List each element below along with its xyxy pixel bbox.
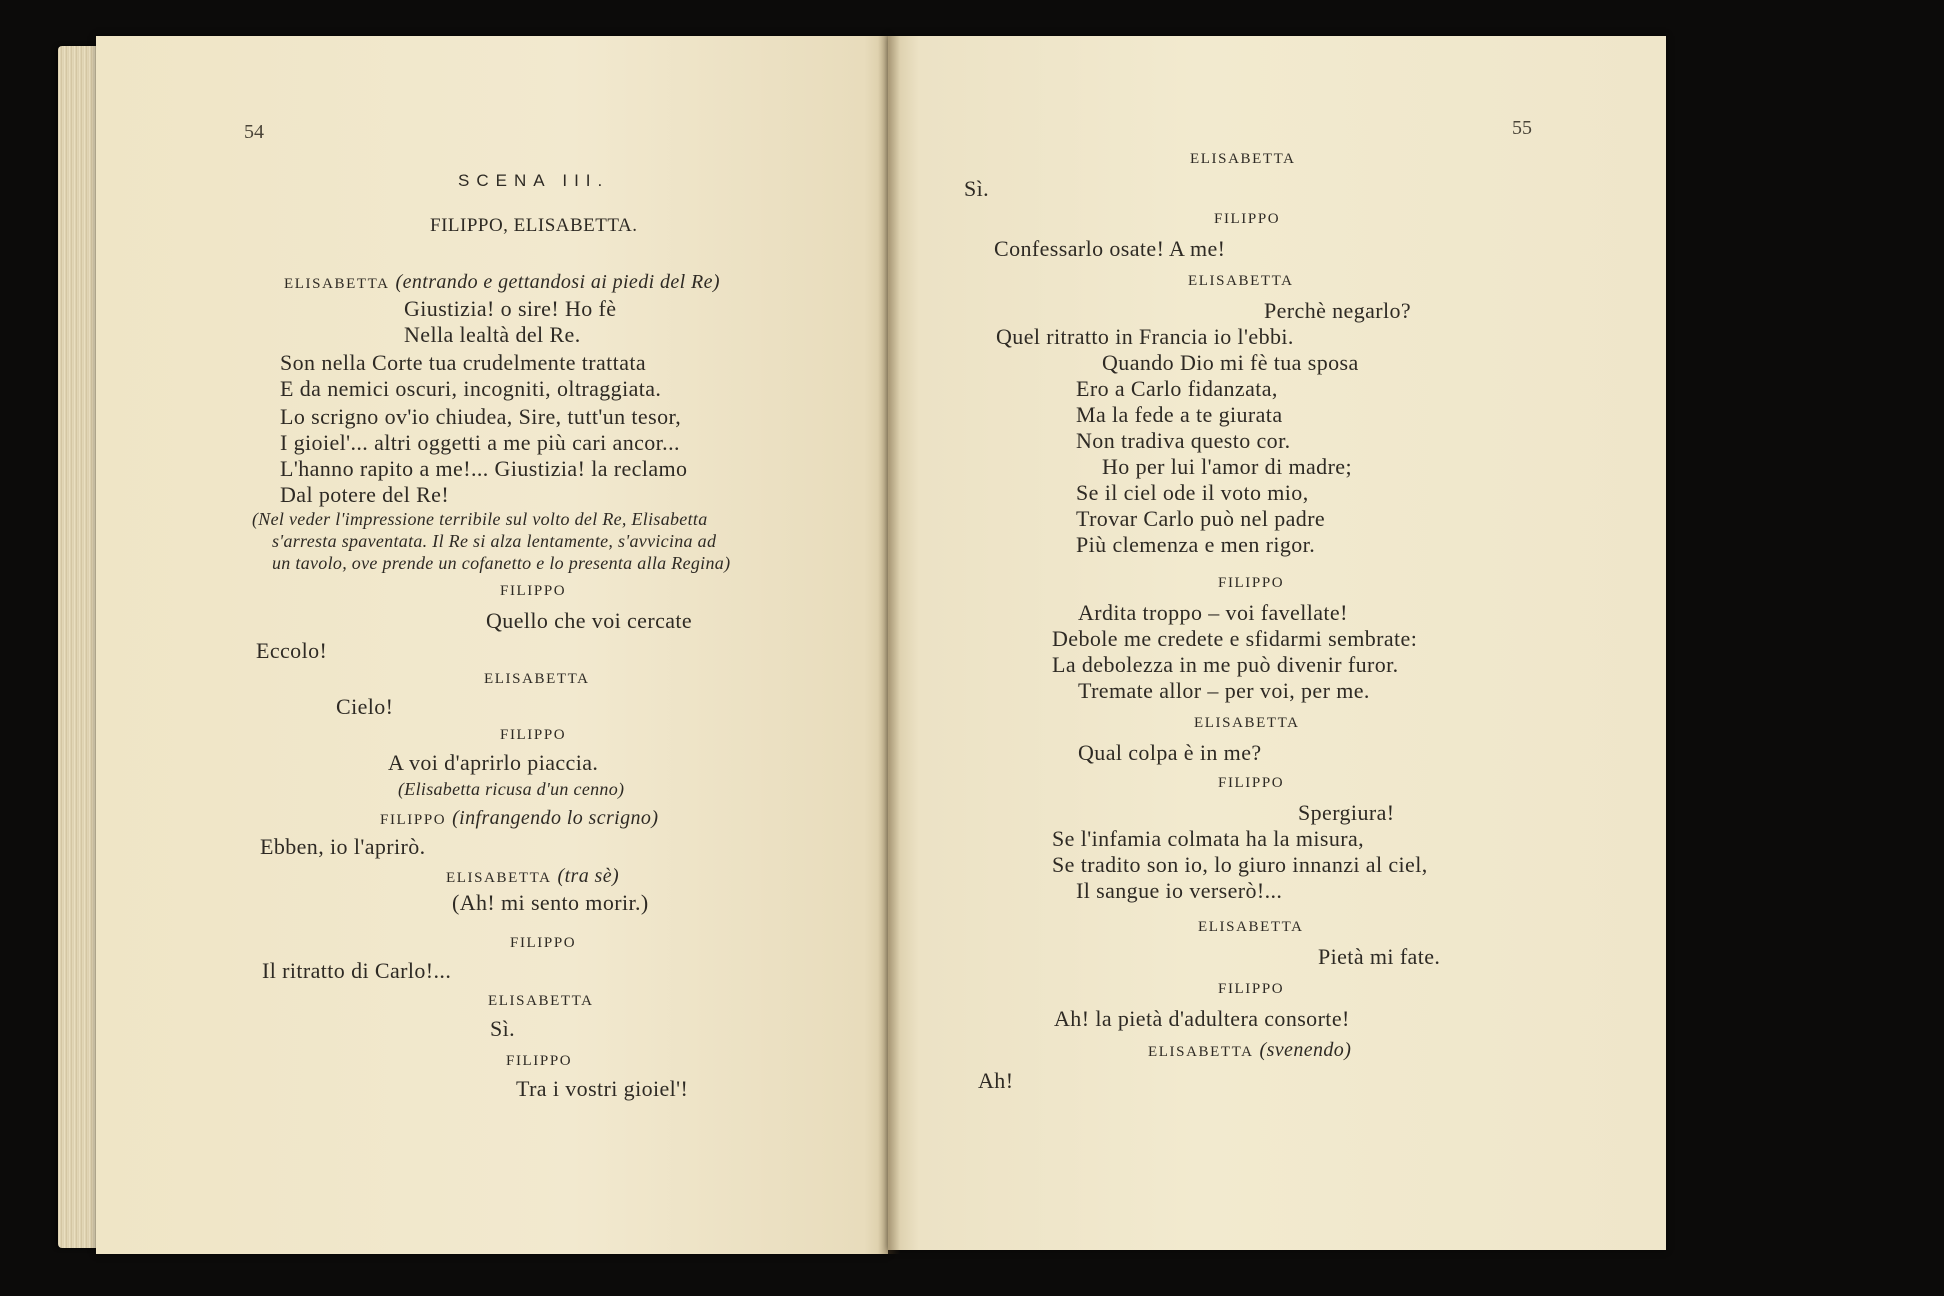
verse-line: Debole me credete e sfidarmi sembrate: (1052, 626, 1418, 651)
stage-direction: (tra sè) (557, 865, 620, 887)
right-page (888, 36, 1666, 1250)
verse-line: Non tradiva questo cor. (1076, 428, 1291, 453)
verse-line: Quello che voi cercate (486, 608, 693, 633)
speaker-line (446, 864, 619, 886)
verse-line: Ah! (978, 1068, 1014, 1093)
verse-line: Il ritratto di Carlo!... (262, 958, 452, 983)
page-number: 54 (244, 121, 264, 143)
verse-line: Ero a Carlo fidanzata, (1076, 376, 1278, 401)
verse-line: Sì. (490, 1016, 516, 1041)
verse-line: Ardita troppo – voi favellate! (1078, 600, 1348, 625)
verse-line: Perchè negarlo? (1264, 298, 1412, 323)
speaker-name: FILIPPO (500, 727, 567, 743)
speaker-name: FILIPPO (380, 812, 447, 828)
verse-line: Ah! la pietà d'adultera consorte! (1054, 1006, 1350, 1031)
verse-line: (Ah! mi sento morir.) (452, 890, 649, 915)
verse-line: Cielo! (336, 694, 394, 719)
verse-line: Lo scrigno ov'io chiudea, Sire, tutt'un tesor, (280, 404, 682, 429)
left-page (96, 36, 888, 1254)
verse-line: Nella lealtà del Re. (404, 322, 581, 347)
speaker-name: ELISABETTA (484, 671, 590, 687)
verse-line: Qual colpa è in me? (1078, 740, 1262, 765)
entrance-line (284, 270, 720, 292)
stage-direction: (Nel veder l'impressione terribile sul volto del Re, Elisabetta (252, 509, 708, 529)
verse-line: Trovar Carlo può nel padre (1076, 506, 1326, 531)
book-gutter (878, 36, 900, 1254)
speaker-name: ELISABETTA (1194, 715, 1300, 731)
verse-line: Son nella Corte tua crudelmente trattata (280, 350, 647, 375)
speaker-name: FILIPPO (506, 1053, 573, 1069)
verse-line: Confessarlo osate! A me! (994, 236, 1226, 261)
verse-line: Giustizia! o sire! Ho fè (404, 296, 617, 321)
speaker-line (1148, 1038, 1351, 1060)
stage-direction: s'arresta spaventata. Il Re si alza lentamente, s'avvicina ad (272, 531, 717, 551)
page-number: 55 (1512, 117, 1532, 139)
speaker-line (380, 806, 658, 828)
verse-line: La debolezza in me può divenir furor. (1052, 652, 1399, 677)
verse-line: Ho per lui l'amor di madre; (1102, 454, 1352, 479)
verse-line: Ma la fede a te giurata (1076, 402, 1283, 427)
stage-direction: (svenendo) (1259, 1039, 1352, 1061)
speaker-name: ELISABETTA (488, 993, 594, 1009)
speaker-name: FILIPPO (1214, 211, 1281, 227)
verse-line: A voi d'aprirlo piaccia. (388, 750, 599, 775)
verse-line: Sì. (964, 176, 990, 201)
speaker-name: ELISABETTA (446, 870, 552, 886)
verse-line: Se tradito son io, lo giuro innanzi al ciel, (1052, 852, 1428, 877)
verse-line: Dal potere del Re! (280, 482, 450, 507)
speaker-name: FILIPPO (500, 583, 567, 599)
speaker-name: ELISABETTA (1188, 273, 1294, 289)
verse-line: Tremate allor – per voi, per me. (1078, 678, 1370, 703)
stage-direction: (entrando e gettandosi ai piedi del Re) (395, 271, 720, 293)
verse-line: L'hanno rapito a me!... Giustizia! la reclamo (280, 456, 688, 481)
verse-line: Quel ritratto in Francia io l'ebbi. (996, 324, 1294, 349)
scene-title: SCENA III. (458, 171, 610, 190)
verse-line: Più clemenza e men rigor. (1076, 532, 1316, 557)
verse-line: Quando Dio mi fè tua sposa (1102, 350, 1359, 375)
speaker-name: ELISABETTA (284, 276, 390, 292)
verse-line: Ebben, io l'aprirò. (260, 834, 426, 859)
verse-line: Se il ciel ode il voto mio, (1076, 480, 1309, 505)
stage-direction: un tavolo, ove prende un cofanetto e lo presenta alla Regina) (272, 553, 731, 573)
stage-direction: (Elisabetta ricusa d'un cenno) (398, 779, 625, 799)
speaker-name: ELISABETTA (1148, 1044, 1254, 1060)
verse-line: Il sangue io verserò!... (1076, 878, 1283, 903)
speaker-name: FILIPPO (510, 935, 577, 951)
verse-line: Se l'infamia colmata ha la misura, (1052, 826, 1365, 851)
verse-line: I gioiel'... altri oggetti a me più cari ancor... (280, 430, 680, 455)
speaker-name: FILIPPO (1218, 775, 1285, 791)
verse-line: Spergiura! (1298, 800, 1395, 825)
speaker-name: FILIPPO (1218, 575, 1285, 591)
verse-line: Eccolo! (256, 638, 328, 663)
verse-line: Tra i vostri gioiel'! (516, 1076, 689, 1101)
verse-line: E da nemici oscuri, incogniti, oltraggiata. (280, 376, 662, 401)
speaker-name: FILIPPO (1218, 981, 1285, 997)
stage-direction: (infrangendo lo scrigno) (452, 807, 659, 829)
verse-line: Pietà mi fate. (1318, 944, 1441, 969)
speaker-name: ELISABETTA (1198, 919, 1304, 935)
speaker-name: ELISABETTA (1190, 151, 1296, 167)
scene-characters: FILIPPO, ELISABETTA. (430, 215, 638, 236)
